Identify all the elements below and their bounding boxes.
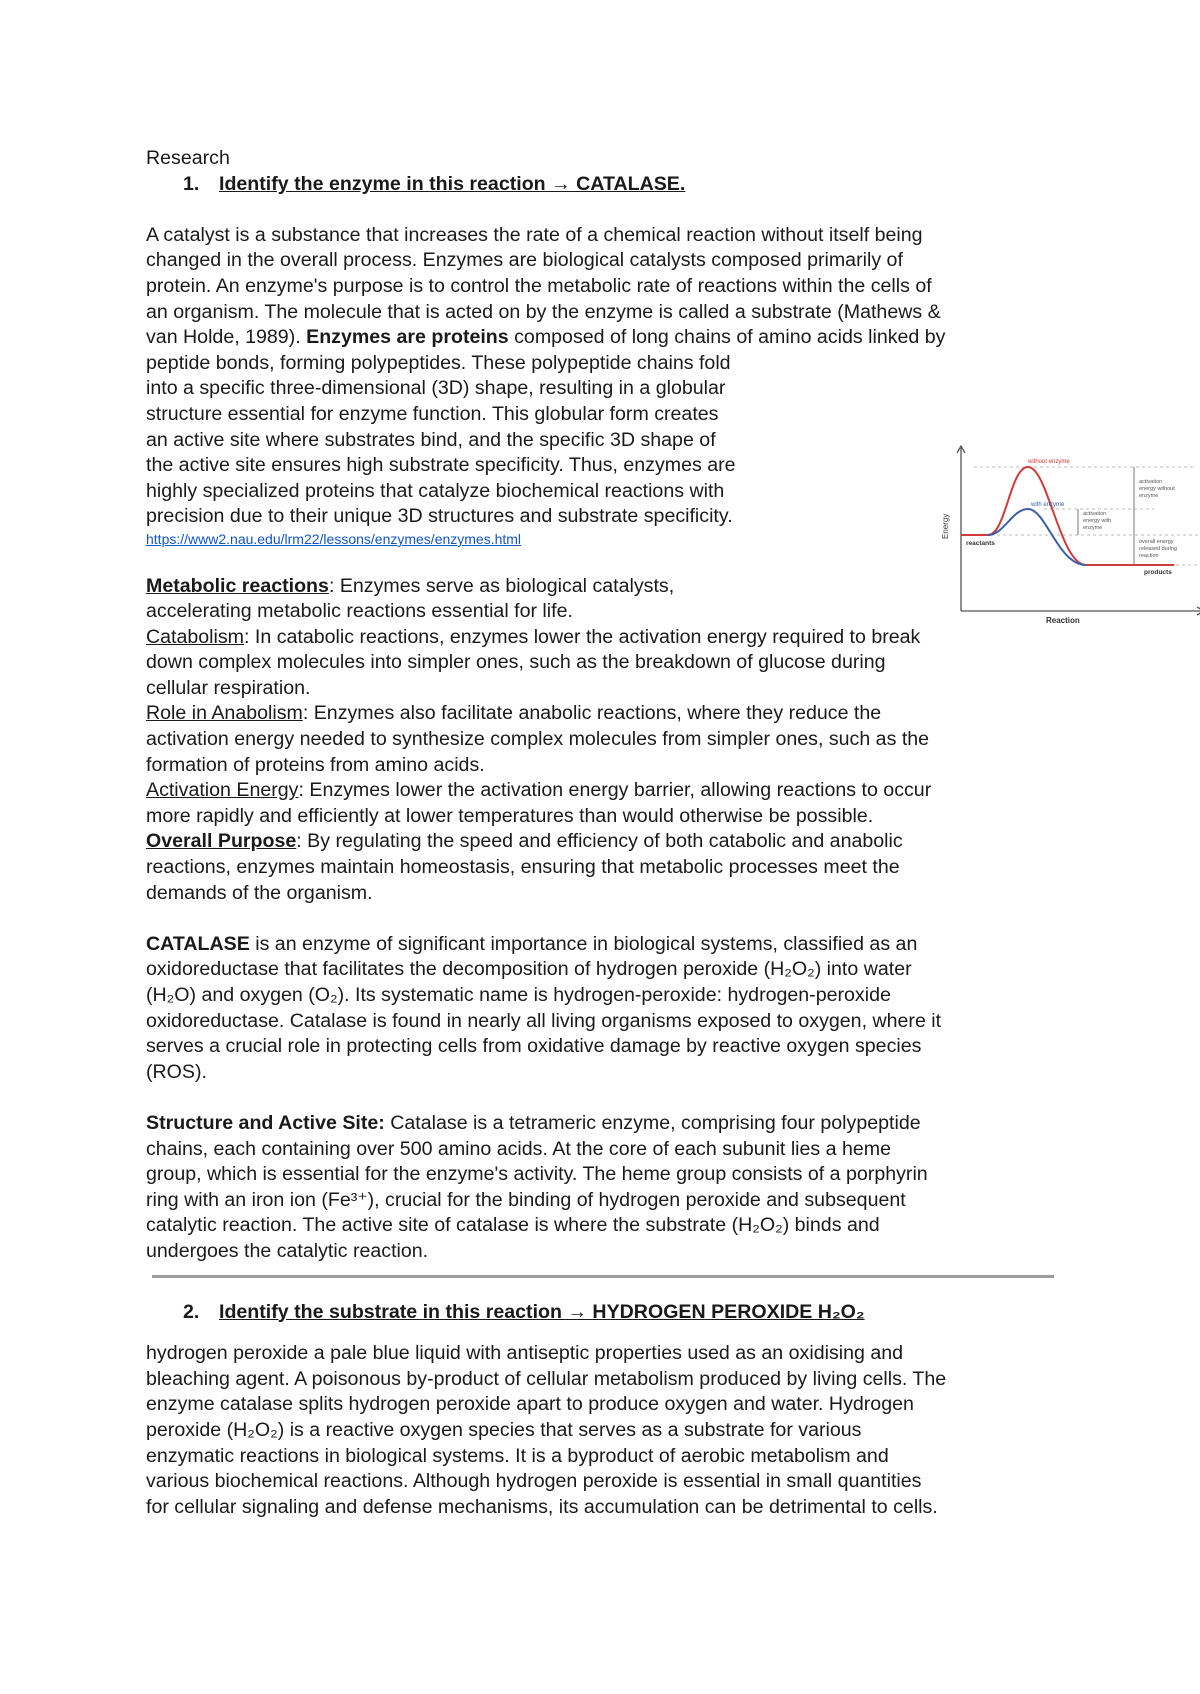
structure-line-3: group, which is essential for the enzyme's activity. The heme group consists of a porphyrin	[146, 1163, 928, 1186]
intro-line-3: protein. An enzyme's purpose is to control the metabolic rate of reactions within the cells of	[146, 274, 932, 297]
question-2-heading	[183, 1300, 1066, 1326]
catabolism-line-3: cellular respiration.	[146, 676, 311, 699]
anabolism-line-3: formation of proteins from amino acids.	[146, 753, 485, 776]
peroxide-line: hydrogen peroxide a pale blue liquid with antiseptic properties used as an oxidising and	[146, 1342, 904, 1365]
metabolic-label: Metabolic reactions	[146, 574, 329, 597]
intro-wrap-line: precision due to their unique 3D structures and substrate specificity.	[146, 505, 733, 528]
overall-line-1: Overall Purpose: By regulating the speed and efficiency of both catabolic and anabolic	[146, 830, 903, 853]
activation-line-2: more rapidly and efficiently at lower temperatures than would otherwise be possible.	[146, 804, 874, 827]
anabolism-label: Role in Anabolism	[146, 702, 303, 725]
structure-line-2: chains, each containing over 500 amino acids. At the core of each subunit lies a heme	[146, 1137, 892, 1160]
catalase-line-2: oxidoreductase that facilitates the decomposition of hydrogen peroxide (H₂O₂) into water	[146, 958, 912, 981]
enzymes-are-proteins: Enzymes are proteins	[306, 326, 509, 349]
intro-line-4: an organism. The molecule that is acted on by the enzyme is called a substrate (Mathews &	[146, 300, 941, 323]
label-products: products	[1144, 568, 1172, 576]
catalase-line-4: oxidoreductase. Catalase is found in nearly all living organisms exposed to oxygen, where it	[146, 1009, 942, 1032]
y-axis-label: Energy	[941, 513, 950, 539]
peroxide-line: various biochemical reactions. Although hydrogen peroxide is essential in small quantities	[146, 1470, 922, 1493]
structure-line-5: catalytic reaction. The active site of catalase is where the substrate (H₂O₂) binds and	[146, 1214, 880, 1237]
label-activation-with-1: activation	[1083, 510, 1107, 517]
label-activation-without-3: enzyme	[1139, 492, 1159, 499]
overall-line-2: reactions, enzymes maintain homeostasis, ensuring that metabolic processes meet the	[146, 856, 900, 879]
metabolic-line-1: Metabolic reactions: Enzymes serve as biological catalysts,	[146, 574, 675, 597]
catabolism-label: Catabolism	[146, 625, 245, 648]
peroxide-line: bleaching agent. A poisonous by-product of cellular metabolism produced by living cells. The	[146, 1367, 947, 1390]
label-reactants: reactants	[966, 539, 995, 547]
label-overall-3: reaction	[1139, 552, 1159, 559]
reference-link[interactable]: https://www2.nau.edu/lrm22/lessons/enzymes/enzymes.html	[146, 530, 522, 547]
catalase-line-5: serves a crucial role in protecting cells from oxidative damage by reactive oxygen species	[146, 1035, 922, 1058]
catalase-line-6: (ROS).	[146, 1060, 207, 1083]
intro-wrap-text	[146, 351, 826, 548]
peroxide-line: enzyme catalase splits hydrogen peroxide apart to produce oxygen and water. Hydrogen	[146, 1393, 914, 1416]
label-activation-without-1: activation	[1139, 478, 1163, 485]
activation-label: Activation Energy	[146, 779, 299, 802]
catabolism-line-1: Catabolism: In catabolic reactions, enzymes lower the activation energy required to break	[146, 625, 921, 648]
question-2-number: 2.	[183, 1300, 200, 1323]
intro-line-5: van Holde, 1989). Enzymes are proteins composed of long chains of amino acids linked by	[146, 326, 946, 349]
label-activation-with-2: energy with	[1083, 517, 1112, 524]
catalase-line-3: (H₂O) and oxygen (O₂). Its systematic name is hydrogen-peroxide: hydrogen-peroxide	[146, 984, 891, 1006]
activation-line-1: Activation Energy: Enzymes lower the activation energy barrier, allowing reactions to occur	[146, 779, 932, 802]
label-activation-with-3: enzyme	[1083, 524, 1103, 531]
anabolism-line-2: activation energy needed to synthesize complex molecules from simpler ones, such as the	[146, 728, 930, 751]
peroxide-line: enzymatic reactions in biological systems. It is a byproduct of aerobic metabolism and	[146, 1444, 889, 1467]
structure-line-6: undergoes the catalytic reaction.	[146, 1239, 429, 1262]
structure-bold: Structure and Active Site:	[146, 1111, 385, 1134]
intro-wrap-line: structure essential for enzyme function. This globular form creates	[146, 402, 719, 425]
activation-energy-diagram	[862, 443, 1200, 625]
horizontal-divider	[152, 1275, 1054, 1278]
structure-line-1: Structure and Active Site: Catalase is a tetrameric enzyme, comprising four polypeptide	[146, 1111, 921, 1134]
question-1-text: Identify the enzyme in this reaction → CATALASE.	[219, 172, 686, 195]
section-title: Research	[146, 147, 230, 169]
peroxide-line: for cellular signaling and defense mechanisms, its accumulation can be detrimental to cells.	[146, 1495, 938, 1518]
x-axis-label: Reaction	[1046, 615, 1080, 625]
intro-line-2: changed in the overall process. Enzymes are biological catalysts composed primarily of	[146, 249, 903, 272]
label-overall-2: released during	[1139, 545, 1177, 552]
structure-line-4: ring with an iron ion (Fe³⁺), crucial for the binding of hydrogen peroxide and subsequent	[146, 1188, 906, 1211]
question-1-number: 1.	[183, 172, 200, 195]
catabolism-line-2: down complex molecules into simpler ones, such as the breakdown of glucose during	[146, 651, 886, 674]
label-overall-1: overall energy	[1139, 538, 1174, 545]
label-without-enzyme: without enzyme	[1028, 458, 1070, 465]
intro-wrap-line: an active site where substrates bind, and the specific 3D shape of	[146, 428, 716, 451]
peroxide-line: peroxide (H₂O₂) is a reactive oxygen species that serves as a substrate for various	[146, 1418, 862, 1441]
document-page	[146, 146, 1177, 1520]
question-2-text: Identify the substrate in this reaction → HYDROGEN PEROXIDE H₂O₂	[219, 1300, 865, 1323]
label-with-enzyme: with enzyme	[1031, 501, 1065, 508]
catalase-line-1: CATALASE is an enzyme of significant importance in biological systems, classified as an	[146, 932, 918, 955]
intro-wrap-line: peptide bonds, forming polypeptides. These polypeptide chains fold	[146, 351, 731, 374]
overall-label: Overall Purpose	[146, 830, 297, 853]
question-1-heading	[183, 172, 1066, 198]
intro-line-1: A catalyst is a substance that increases the rate of a chemical reaction without itself being	[146, 223, 923, 246]
overall-line-3: demands of the organism.	[146, 881, 373, 904]
catalase-bold: CATALASE	[146, 932, 250, 955]
metabolic-line-2: accelerating metabolic reactions essential for life.	[146, 600, 573, 623]
anabolism-line-1: Role in Anabolism: Enzymes also facilitate anabolic reactions, where they reduce the	[146, 702, 882, 725]
intro-wrap-line: highly specialized proteins that catalyze biochemical reactions with	[146, 479, 725, 502]
label-activation-without-2: energy without	[1139, 485, 1175, 492]
intro-wrap-line: the active site ensures high substrate specificity. Thus, enzymes are	[146, 454, 736, 477]
intro-wrap-line: into a specific three-dimensional (3D) shape, resulting in a globular	[146, 377, 726, 400]
